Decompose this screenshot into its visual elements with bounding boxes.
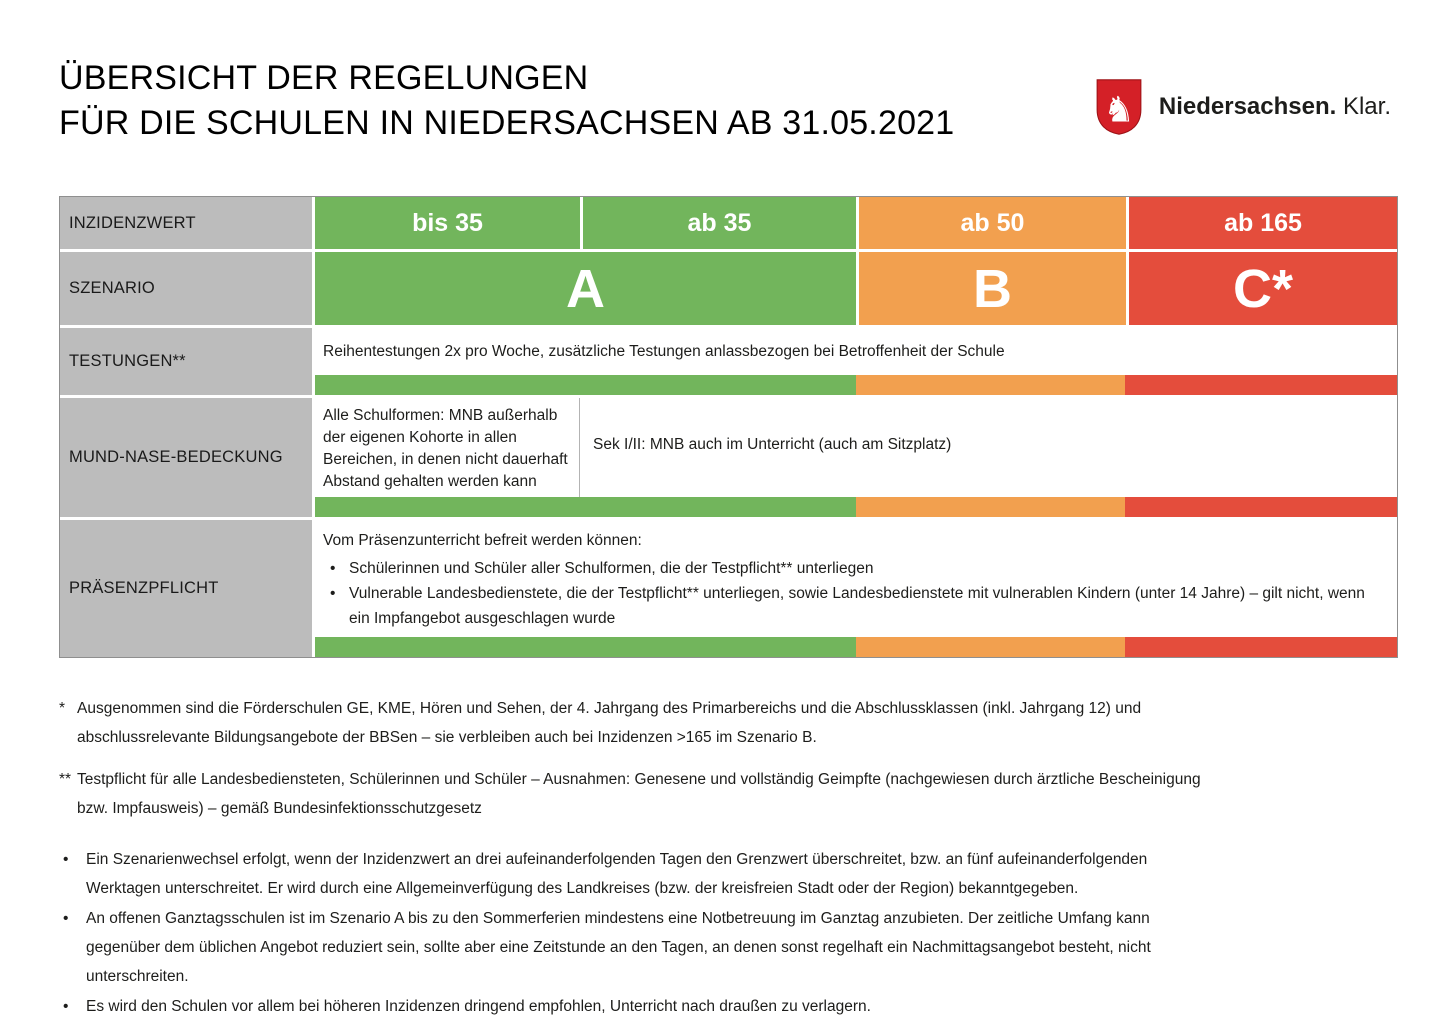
strip-segment-green [315, 497, 856, 517]
bullet-icon: • [330, 585, 336, 602]
note-ganztagsschulen: An offenen Ganztagsschulen ist im Szenario A bis zu den Sommerferien mindestens eine Notbetreuung im Ganztag anzubieten. Der zeitliche Umfang kann gegenüber dem üblichen Angebot reduziert sein, sollte aber eine Zeitstunde an den Tagen, an denen sonst regelhaft ein Nachmittagsangebot besteht, nicht unterschreiten. [86, 910, 1151, 985]
row-praesenzpflicht [60, 520, 1397, 657]
footnote-text: Ausgenommen sind die Förderschulen GE, KME, Hören und Sehen, der 4. Jahrgang des Primarbereichs und die Abschlussklassen (inkl. Jahrgang 12) und abschlussrelevante Bildungsangebote der BBSen – sie verbleiben auch bei Inzidenzen >165 im Szenario B. [77, 700, 1142, 746]
brand-name: Niedersachsen. [1158, 93, 1337, 120]
strip-segment-orange [856, 497, 1125, 517]
page-header [59, 56, 1395, 146]
bullet-icon: • [63, 910, 69, 927]
list-item [323, 556, 1379, 581]
strip-segment-green [315, 375, 856, 395]
cell-ab-35: ab 35 [583, 197, 856, 249]
scenario-color-strip [315, 637, 1397, 657]
footnote-text: Testpflicht für alle Landesbediensteten, Schülerinnen und Schüler – Ausnahmen: Genesene und vollständig Geimpfte (nachgewiesen durch ärztliche Bescheinigung bzw. Impfausweis) – gemäß Bundesinfektionsschutzgesetz [77, 771, 1201, 817]
notes-list [59, 845, 1239, 1021]
brand-text [1159, 93, 1391, 121]
footnote-double-asterisk [59, 765, 1239, 823]
svg-text:♞: ♞ [1103, 89, 1135, 131]
label-testungen: TESTUNGEN** [60, 328, 312, 395]
strip-segment-green [315, 637, 856, 657]
label-inzidenzwert: INZIDENZWERT [60, 197, 312, 249]
row-szenario [60, 252, 1397, 325]
strip-segment-red [1125, 637, 1397, 657]
page-title [59, 56, 954, 146]
strip-segment-orange [856, 637, 1125, 657]
title-line-2: FÜR DIE SCHULEN IN NIEDERSACHSEN AB 31.05.2021 [59, 104, 955, 142]
cell-bis-35: bis 35 [315, 197, 580, 249]
scenario-color-strip [315, 375, 1397, 395]
row-inzidenzwert [60, 197, 1397, 249]
mnb-text-sek: Sek I/II: MNB auch im Unterricht (auch am Sitzplatz) [593, 435, 952, 453]
cell-szenario-a: A [315, 252, 856, 325]
list-item [59, 992, 1239, 1021]
label-praesenzpflicht: PRÄSENZPFLICHT [60, 520, 312, 657]
strip-segment-red [1125, 497, 1397, 517]
label-szenario: SZENARIO [60, 252, 312, 325]
saxon-steed-icon [1095, 77, 1143, 137]
regulations-table [59, 196, 1398, 658]
scenario-color-strip [315, 497, 1397, 517]
bullet-icon: • [330, 560, 336, 577]
bullet-icon: • [63, 851, 69, 868]
cell-ab-165: ab 165 [1129, 197, 1397, 249]
strip-segment-red [1125, 375, 1397, 395]
list-item [59, 845, 1239, 903]
footnotes-section [59, 694, 1239, 1022]
cell-testungen [315, 328, 1397, 395]
list-item [323, 581, 1379, 631]
row-testungen [60, 328, 1397, 395]
praesenzpflicht-intro: Vom Präsenzunterricht befreit werden können: [323, 532, 642, 549]
mnb-text-all-schools: Alle Schulformen: MNB außerhalb der eigenen Kohorte in allen Bereichen, in denen nicht dauerhaft Abstand gehalten werden kann [315, 398, 580, 497]
cell-szenario-b: B [859, 252, 1126, 325]
note-unterricht-draussen: Es wird den Schulen vor allem bei höheren Inzidenzen dringend empfohlen, Unterricht nach draußen zu verlagern. [86, 998, 871, 1015]
strip-segment-orange [856, 375, 1125, 395]
praesenzpflicht-bullet-2: Vulnerable Landesbedienstete, die der Testpflicht** unterliegen, sowie Landesbedienstete mit vulnerablen Kindern (unter 14 Jahre) – gilt nicht, wenn ein Impfangebot ausgeschlagen wurde [349, 585, 1365, 627]
niedersachsen-logo [1095, 68, 1391, 146]
footnote-asterisk [59, 694, 1239, 752]
note-scenario-change: Ein Szenarienwechsel erfolgt, wenn der Inzidenzwert an drei aufeinanderfolgenden Tagen den Grenzwert überschreitet, bzw. an fünf aufeinanderfolgenden Werktagen unterschreitet. Er wird durch eine Allgemeinverfügung des Landkreises (bzw. der kreisfreien Stadt oder der Region) bekanntgegeben. [86, 851, 1148, 897]
footnote-marker: * [59, 700, 66, 717]
cell-praesenzpflicht [315, 520, 1397, 657]
bullet-icon: • [63, 998, 69, 1015]
cell-ab-50: ab 50 [859, 197, 1126, 249]
cell-mund-nase-bedeckung [315, 398, 1397, 517]
brand-claim: Klar. [1342, 93, 1391, 120]
row-mund-nase-bedeckung [60, 398, 1397, 517]
title-line-1: ÜBERSICHT DER REGELUNGEN [59, 59, 589, 97]
cell-szenario-c: C* [1129, 252, 1397, 325]
footnote-marker: ** [59, 771, 72, 788]
label-mund-nase-bedeckung: MUND-NASE-BEDECKUNG [60, 398, 312, 517]
praesenzpflicht-bullet-1: Schülerinnen und Schüler aller Schulformen, die der Testpflicht** unterliegen [349, 560, 874, 577]
testungen-text: Reihentestungen 2x pro Woche, zusätzliche Testungen anlassbezogen bei Betroffenheit der Schule [323, 342, 1005, 360]
